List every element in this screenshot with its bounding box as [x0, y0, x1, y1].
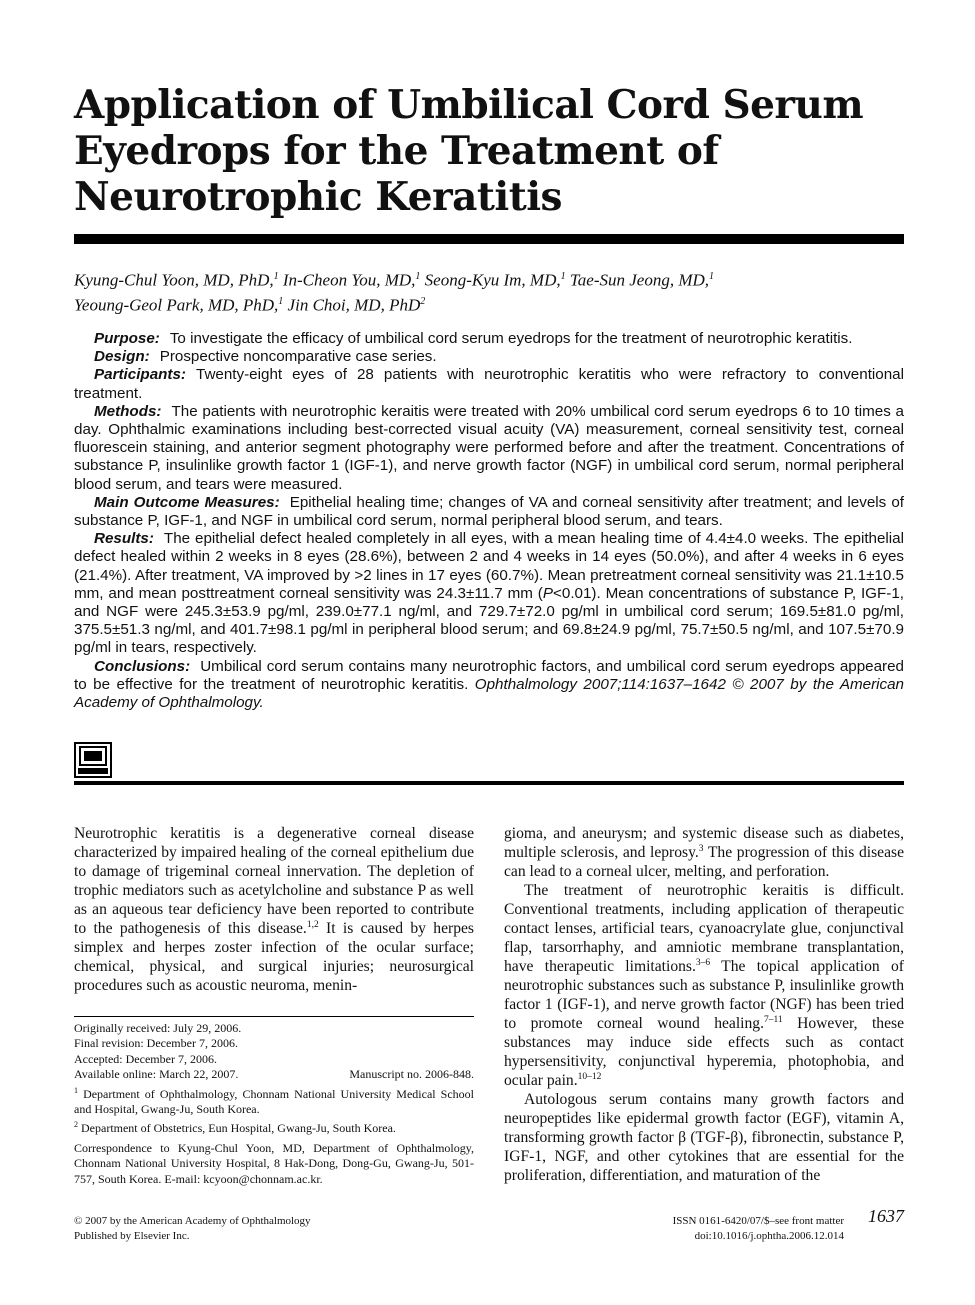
affiliation-text: Department of Ophthalmology, Chonnam National University Medical School and Hospital, Gwang-Ju, South Korea. [74, 1086, 474, 1117]
author-affiliation: 2 [420, 295, 426, 307]
publisher-text: Published by Elsevier Inc. [74, 1230, 190, 1242]
title-line-2: Eyedrops for the Treatment of [74, 128, 719, 174]
body-paragraph: Autologous serum contains many growth factors and neuropeptides like epidermal growth factor (EGF), vitamin A, transforming growth factor β (TGF-β), fibronectin, substance P, IGF-1, NGF, and other cytokines that are essential for the proliferation, differentiation, and maturation of the [504, 1091, 904, 1184]
author-list [74, 266, 904, 315]
affiliation-2 [74, 1121, 474, 1136]
page-number: 1637 [868, 1206, 904, 1226]
title-divider [74, 234, 904, 244]
author-affiliation: 1 [415, 271, 421, 282]
abstract-participants [74, 366, 904, 402]
article-title [74, 82, 874, 220]
footer-copyright [74, 1214, 424, 1244]
author-affiliation: 1 [278, 295, 284, 307]
manuscript-number: Manuscript no. 2006-848. [349, 1067, 474, 1082]
copyright-text: © 2007 by the American Academy of Ophthalmology [74, 1215, 311, 1227]
body-paragraph [74, 824, 474, 995]
outcome-text: Epithelial healing time; changes of VA and corneal sensitivity after treatment; and levels of substance P, IGF-1, and NGF in umbilical cord serum, normal peripheral blood serum, and tears. [74, 493, 904, 530]
body-column-left [74, 824, 474, 995]
author-affiliation: 1 [560, 271, 566, 282]
author-affiliation: 1 [709, 271, 715, 282]
author: Seong-Kyu Im, MD, [424, 270, 561, 290]
author: Jin Choi, MD, PhD [287, 295, 421, 315]
results-text-cont: <0.01). Mean concentrations of substance P, IGF-1, and NGF were 245.3±53.9 pg/ml, 239.0±77.1 ng/ml, and 729.7±72.0 pg/ml in umbilical cord serum; 169.5±81.0 pg/ml, 375.5±51.3 ng/ml, and 401.7±98.1 pg/ml in peripheral blood serum; and 69.8±24.9 pg/ml, 75.7±50.5 ng/ml, and 107.5±70.9 pg/ml in tears, respectively. [74, 584, 904, 657]
revision-date: Final revision: December 7, 2006. [74, 1036, 238, 1051]
body-text: It is caused by herpes simplex and herpes zoster infection of the ocular surface; chemical, physical, and surgical injuries; neurosurgical procedures such as acoustic neuroma, menin- [74, 920, 474, 994]
affiliation-number: 2 [74, 1120, 78, 1130]
citation-ref[interactable]: 7–11 [763, 1014, 783, 1025]
body-column-right [504, 824, 904, 1185]
accepted-date: Accepted: December 7, 2006. [74, 1051, 217, 1066]
body-text: However, these substances may induce side effects such as contact hypersensitivity, conjunctival hyperemia, photophobia, and ocular pain. [504, 1015, 904, 1089]
conclusions-label: Conclusions: [94, 657, 191, 675]
author: Tae-Sun Jeong, MD, [569, 270, 710, 290]
affiliation-number: 1 [74, 1085, 78, 1095]
body-text: gioma, and aneurysm; and systemic disease such as diabetes, multiple sclerosis, and leprosy. [504, 825, 904, 861]
results-label: Results: [94, 530, 154, 548]
online-row [74, 1067, 474, 1082]
participants-label: Participants: [94, 366, 186, 384]
body-text: The topical application of neurotrophic substances such as substance P, insulinlike growth factor 1 (IGF-1), and nerve growth factor (NGF) has been tried to promote corneal wound healing. [504, 958, 904, 1032]
p-value-symbol: P [542, 584, 553, 602]
author: Kyung-Chul Yoon, MD, PhD, [74, 270, 274, 290]
body-text: The treatment of neurotrophic keraitis is difficult. Conventional treatments, including application of therapeutic contact lenses, artificial tears, cyanoacrylate glue, conjunctival flap, tarsorrhaphy, and amniotic membrane transplantation, have therapeutic limitations. [504, 882, 904, 975]
abstract-purpose [74, 330, 904, 348]
title-line-1: Application of Umbilical Cord Serum [74, 82, 864, 128]
author: In-Cheon You, MD, [282, 270, 416, 290]
design-text: Prospective noncomparative case series. [159, 348, 437, 366]
body-text: Neurotrophic keratitis is a degenerative corneal disease characterized by impaired healing of the corneal epithelium due to damage of trigeminal corneal innervation. The depletion of trophic mediators such as acetylcholine and substance P as well as an aqueous tear deficiency have been reported to contribute to the pathogenesis of this disease. [74, 825, 474, 937]
purpose-text: To investigate the efficacy of umbilical cord serum eyedrops for the treatment of neurotrophic keratitis. [169, 330, 853, 347]
conclusions-text: Umbilical cord serum contains many neurotrophic factors, and umbilical cord serum eyedrops appeared to be effective for the treatment of neurotrophic keratitis. [74, 657, 904, 693]
participants-text: Twenty-eight eyes of 28 patients with neurotrophic keratitis who were refractory to conventional treatment. [74, 366, 904, 402]
citation-ref[interactable]: 3–6 [695, 957, 711, 968]
body-text: The progression of this disease can lead to a corneal ulcer, melting, and perforation. [504, 844, 905, 880]
journal-citation: Ophthalmology 2007;114:1637–1642 © 2007 by the American Academy of Ophthalmology. [74, 675, 904, 712]
author-affiliation: 1 [273, 271, 279, 282]
author: Yeoung-Geol Park, MD, PhD, [74, 295, 279, 315]
title-line-3: Neurotrophic Keratitis [74, 174, 563, 220]
design-label: Design: [94, 348, 150, 366]
methods-label: Methods: [94, 402, 162, 420]
abstract-outcome [74, 494, 904, 530]
methods-text: The patients with neurotrophic keraitis were treated with 20% umbilical cord serum eyedrops 6 to 10 times a day. Ophthalmic examinations including best-corrected visual acuity (VA) measurement, corneal sensitivity test, corneal fluorescein staining, and anterior segment photography were performed before and after the treatment. Concentrations of substance P, insulinlike growth factor 1 (IGF-1), and nerve growth factor (NGF) in umbilical cord serum, normal peripheral blood serum, and tears were measured. [74, 402, 904, 493]
purpose-label: Purpose: [94, 330, 160, 347]
outcome-label: Main Outcome Measures: [94, 493, 280, 511]
computer-monitor-icon[interactable] [74, 742, 112, 778]
citation-ref[interactable]: 3 [698, 843, 704, 854]
issn-text: ISSN 0161-6420/07/$–see front matter [672, 1215, 844, 1227]
footnote-divider [74, 1016, 474, 1017]
correspondence: Correspondence to Kyung-Chul Yoon, MD, Department of Ophthalmology, Chonnam National University Hospital, 8 Hak-Dong, Dong-Gu, Gwang-Ju, 501-757, South Korea. E-mail: kcyoon@chonnam.ac.kr. [74, 1140, 474, 1186]
footer-issn [634, 1214, 844, 1244]
abstract-conclusions [74, 658, 904, 713]
affiliation-text: Department of Obstetrics, Eun Hospital, Gwang-Ju, South Korea. [78, 1121, 396, 1136]
abstract-divider [74, 781, 904, 785]
doi-text[interactable]: doi:10.1016/j.ophtha.2006.12.014 [694, 1230, 844, 1242]
received-date: Originally received: July 29, 2006. [74, 1021, 242, 1035]
footnotes [74, 1021, 474, 1187]
abstract-methods [74, 403, 904, 494]
online-date: Available online: March 22, 2007. [74, 1067, 239, 1082]
abstract-results [74, 530, 904, 657]
body-paragraph [504, 824, 904, 881]
abstract [74, 330, 904, 712]
citation-ref[interactable]: 10–12 [577, 1071, 602, 1082]
affiliation-1 [74, 1087, 474, 1118]
body-paragraph [504, 881, 904, 1090]
results-text: The epithelial defect healed completely in all eyes, with a mean healing time of 4.4±4.0 weeks. The epithelial defect healed within 2 weeks in 8 eyes (28.6%), between 2 and 4 weeks in 14 eyes (50.0%), and after 4 weeks in 6 eyes (21.4%). After treatment, VA improved by >2 lines in 17 eyes (60.7%). Mean pretreatment corneal sensitivity was 21.1±10.5 mm, and mean posttreatment corneal sensitivity was 24.3±11.7 mm ( [74, 530, 904, 602]
citation-ref[interactable]: 1,2 [306, 919, 319, 930]
abstract-design [74, 348, 904, 366]
